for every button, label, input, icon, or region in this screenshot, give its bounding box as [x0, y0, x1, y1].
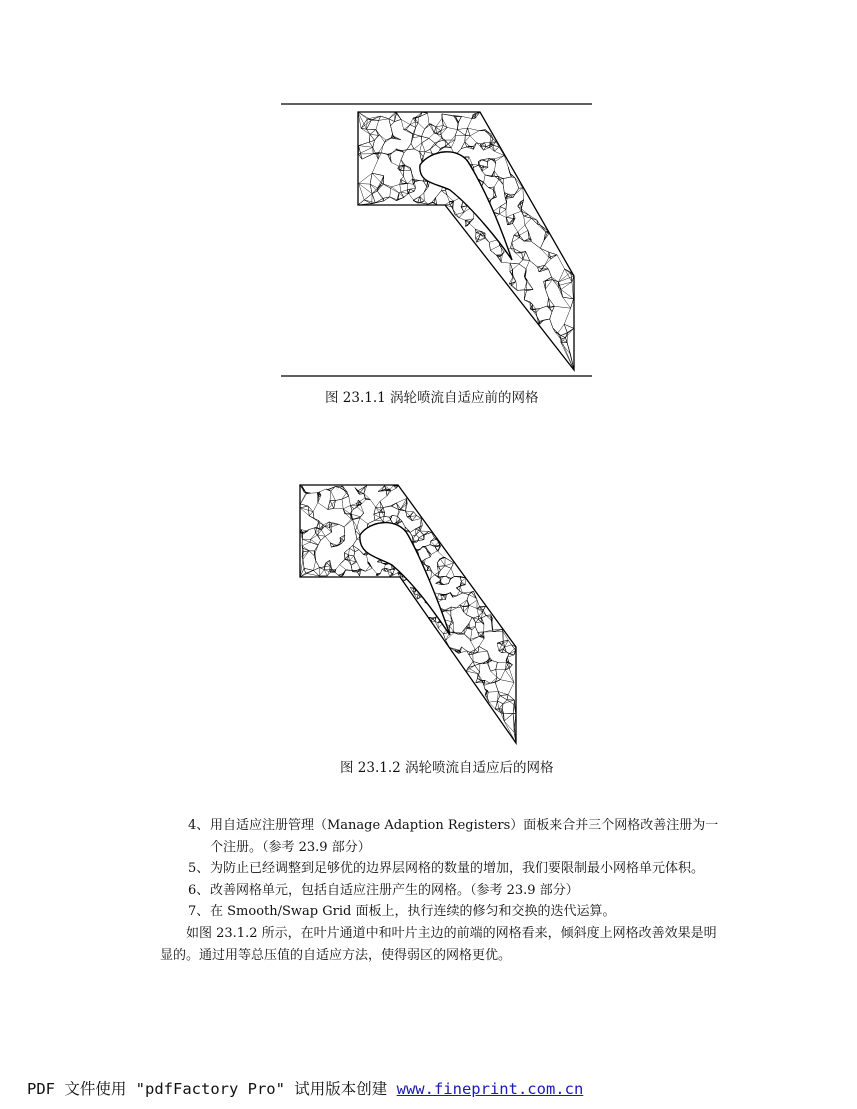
mesh-lines: [300, 485, 516, 743]
step-item: 4、用自适应注册管理（Manage Adaption Registers）面板来合并三个网格改善注册为一个注册。（参考 23.9 部分）: [188, 818, 719, 855]
figure-mesh-before: [270, 95, 600, 385]
step-item: 6、改善网格单元，包括自适应注册产生的网格。（参考 23.9 部分）: [188, 882, 579, 898]
footer-link[interactable]: www.fineprint.com.cn: [396, 1080, 584, 1098]
footer-text: PDF 文件使用 "pdfFactory Pro" 试用版本创建: [27, 1080, 397, 1098]
mesh-edges: [300, 485, 516, 743]
domain-outline: [358, 112, 574, 370]
body-text: [160, 815, 720, 966]
mesh-edges: [358, 112, 574, 370]
figure-mesh-after: [290, 475, 530, 750]
figure-1-caption: 图 23.1.1 涡轮喷流自适应前的网格: [325, 390, 539, 406]
pdf-footer: [27, 1077, 583, 1099]
body-paragraph: 如图 23.1.2 所示，在叶片通道中和叶片主边的前端的网格看来，倾斜度上网格改善效果是明显的。通过用等总压值的自适应方法，使得弱区的网格更优。: [160, 925, 717, 963]
mesh-lines: [358, 112, 574, 370]
step-item: 7、在 Smooth/Swap Grid 面板上，执行连续的修匀和交换的迭代运算。: [188, 904, 616, 920]
step-item: 5、为防止已经调整到足够优的边界层网格的数量的增加，我们要限制最小网格单元体积。: [188, 861, 705, 877]
figure-2-caption: 图 23.1.2 涡轮喷流自适应后的网格: [340, 760, 554, 776]
